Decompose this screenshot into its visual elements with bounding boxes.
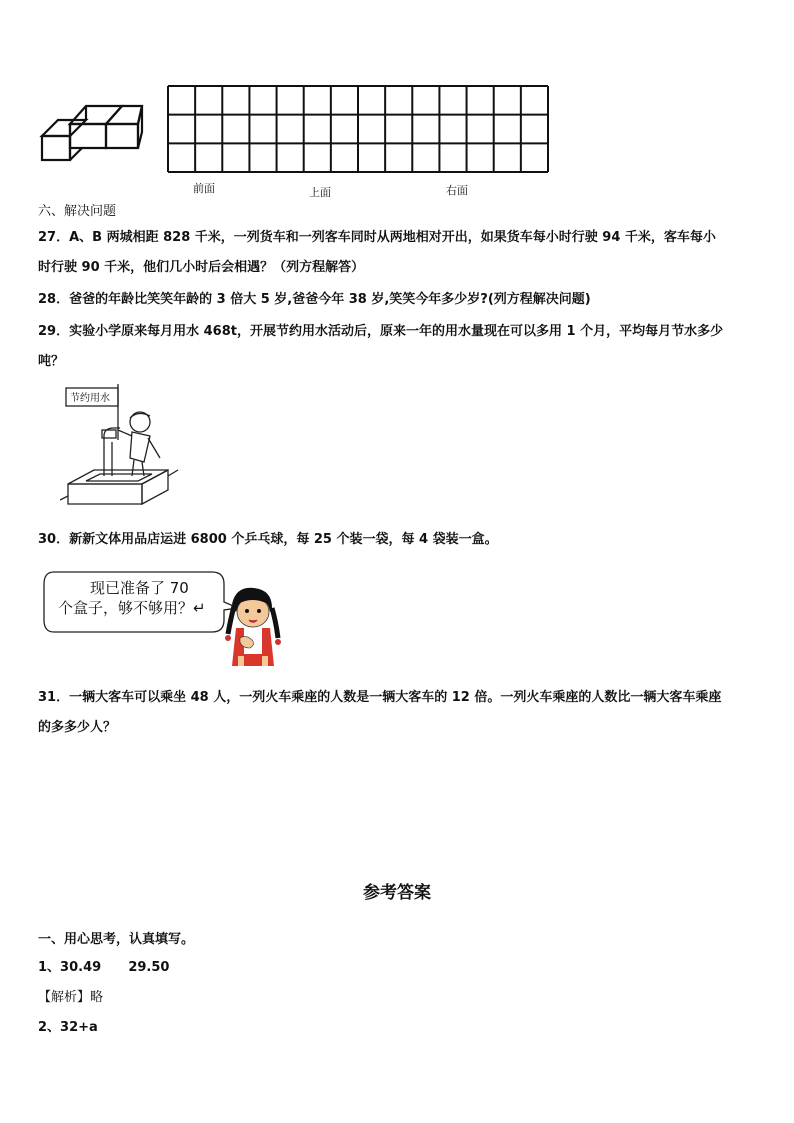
q31-line2: 的多多少人？ xyxy=(38,720,117,735)
answer-1-note: 【解析】略 xyxy=(38,990,104,1005)
answers-section1: 一、用心思考，认真填写。 xyxy=(38,932,195,947)
q28-line1: 28．爸爸的年龄比笑笑年龄的 3 倍大 5 岁,爸爸今年 38 岁,笑笑今年多少岁?(列方程解决问题) xyxy=(38,292,591,307)
q30-line1: 30．新新文体用品店运进 6800 个乒乓球，每 25 个装一袋，每 4 袋装一盒。 xyxy=(38,532,498,547)
label-right: 右面 xyxy=(446,184,468,197)
section-heading: 六、解决问题 xyxy=(38,204,117,219)
view-grid xyxy=(166,84,550,174)
q29-line1: 29．实验小学原来每月用水 468t，开展节约用水活动后，原来一年的用水量现在可以多用 1 个月，平均每月节水多少 xyxy=(38,324,724,339)
q29-line2: 吨？ xyxy=(38,354,65,369)
q31-line1: 31．一辆大客车可以乘坐 48 人，一列火车乘座的人数是一辆大客车的 12 倍。一列火车乘座的人数比一辆大客车乘座 xyxy=(38,690,722,705)
q27-line2: 时行驶 90 千米，他们几小时后会相遇？（列方程解答） xyxy=(38,260,365,275)
label-top: 上面 xyxy=(309,186,331,199)
answer-2: 2、32+a xyxy=(38,1020,98,1035)
answers-title: 参考答案 xyxy=(363,883,431,903)
answer-1: 1、30.49 29.50 xyxy=(38,960,170,975)
girl-illustration xyxy=(216,582,286,668)
bubble-line1: 现已准备了 70 xyxy=(90,579,189,597)
water-saving-illustration xyxy=(60,380,180,510)
q27-line1: 27．A、B 两城相距 828 千米，一列货车和一列客车同时从两地相对开出，如果货车每小时行驶 94 千米，客车每小 xyxy=(38,230,716,245)
label-front: 前面 xyxy=(193,182,215,195)
bubble-line2: 个盒子，够不够用？↵ xyxy=(58,599,206,617)
sign-text: 节约用水 xyxy=(70,393,110,404)
cube-figure xyxy=(38,100,148,166)
